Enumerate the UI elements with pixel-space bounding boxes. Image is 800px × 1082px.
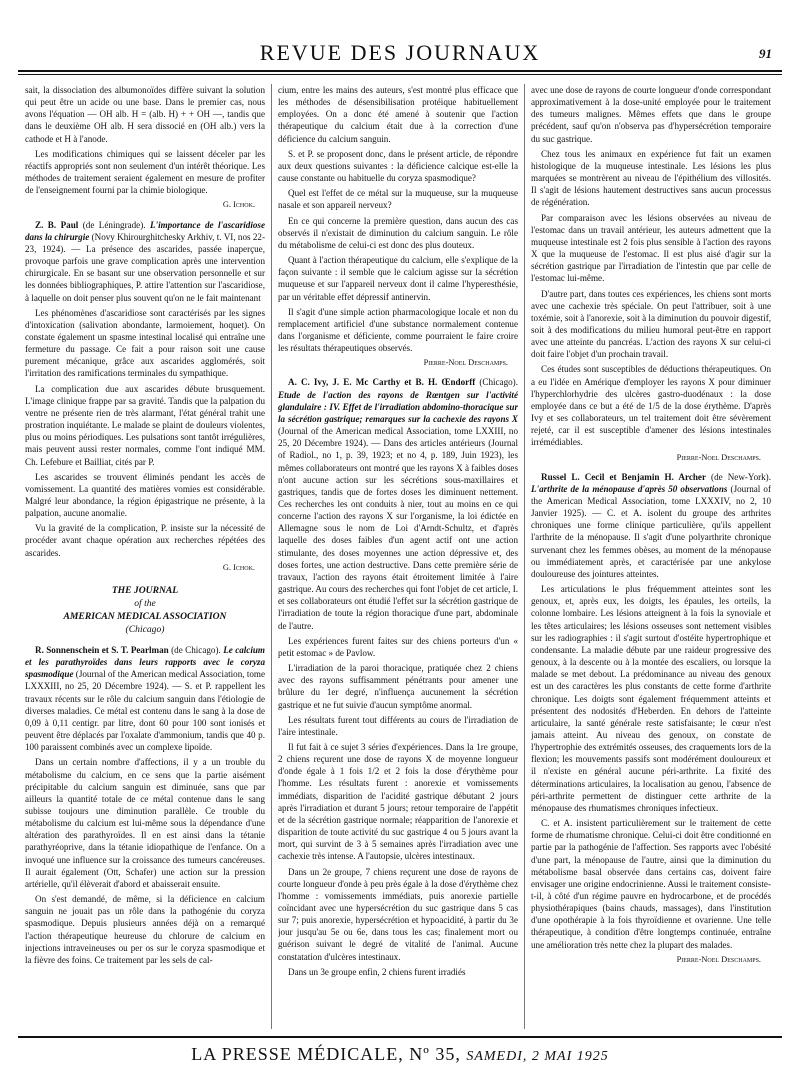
article-body: (Journal of the American Medical Association, tome LXXXIV, no 2, 10 Janvier 1925). — C. et A. isolent du groupe des arthrites chroniques une forme clinique particulière, qu'ils appellent l'arthrite de la ménopause. Il s'agit d'une polyarthrite chronique survenant chez les femmes obèses, au moment de la ménopause ou immédiatement après, et caractérisée par une ankylose douloureuse des jointures atteintes. [531, 483, 771, 579]
page-footer [18, 1036, 782, 1068]
column-divider [524, 84, 525, 1029]
article-author: R. Sonnenschein et S. T. Pearlman [35, 644, 169, 655]
paragraph: Les modifications chimiques qui se laissent déceler par les réactifs appropriés sont non seulement d'un intérêt théorique. Les méthodes de traitement seraient également en mesure de profiter de l'enseignement fourni par la chimie biologique. [25, 148, 265, 196]
footer-journal-name: LA PRESSE MÉDICALE, Nº 35, [191, 1044, 461, 1064]
journal-heading-line: AMERICAN MEDICAL ASSOCIATION [63, 610, 227, 622]
article-title: Le calcium et les parathyroïdes dans leurs rapports avec le coryza spasmodique [25, 644, 265, 680]
paragraph: Ces études sont susceptibles de déductions thérapeutiques. On a eu l'idée en Amérique d'employer les rayons X pour diminuer l'hyperchlorhydrie des ulcères gastro-duodénaux : la dose employée dans ce but a été de 1/5 de la dose érythème. D'après Ivy et ses collaborateurs, un tel traitement doit être sévèrement rejeté, car il est susceptible d'amener des lésions intestinales irrémédiables. [531, 364, 771, 448]
paragraph: Chez tous les animaux en expérience fut fait un examen histologique de la muqueuse intestinale. Les lésions les plus marquées se montrèrent au niveau de l'épithélium des villosités. Il s'agit de lésions hautement destructives sans aucun processus de régénération. [531, 148, 771, 208]
author-signature: Pierre-Noel Deschamps. [423, 358, 508, 368]
column-2 [278, 84, 518, 1029]
paragraph: La complication due aux ascarides débute brusquement. L'image clinique frappe par sa gravité. Tandis que la palpation du ventre ne présente rien de très alarmant, l'état général trahit une prostration inquiétante. Le malade se plaint de douleurs violentes, plus ou moins périodiques. Les pulsations sont tantôt irrégulières, mais peuvent aussi rester normales, comme l'ont indiqué MM. Ch. Lefebure et Bailliat, cités par P. [25, 383, 265, 467]
article-body: (Novy Khirourghitchesky Arkhiv, t. VI, nos 22-23, 1924). — La présence des ascarides, passée inaperçue, provoque parfois une grave complication après une intervention chirurgicale. En se basant sur une observation personnelle et sur les données bibliographiques, P. attire l'attention sur l'ascaridiose, à laquelle on doit penser plus souvent qu'on ne le fait maintenant [25, 231, 265, 303]
paragraph: Il s'agit d'une simple action pharmacologique locale et non du remplacement artificiel d'une substance normalement contenue dans l'organisme et déficiente, comme pourraient le faire croire les résultats thérapeutiques observés. [278, 306, 518, 354]
paragraph: avec une dose de rayons de courte longueur d'onde correspondant approximativement à la dose-unité employée pour le traitement des tumeurs malignes. Mêmes effets que dans le groupe précédent, sauf qu'on n'observa pas d'hypersécrétion temporaire du suc gastrique. [531, 85, 771, 144]
article-body: (Journal of the American medical Association, tome LXXXIII, no 25, 20 Décembre 1924). — S. et P. rappellent les travaux récents sur le rôle du calcium sanguin dans l'étiologie de diverses maladies. Ce métal est contenu dans le sang à la dose de 0,09 à 0,11 centigr. par litre, dont 60 pour 100 sont ionisés et peuvent être déplacés par l'oxalate d'ammonium, tandis que 40 p. 100 paraissent combinés avec un complexe lipoïde. [25, 669, 265, 753]
journal-heading-line: of the [134, 597, 156, 609]
article-title: Etude de l'action des rayons de Rœntgen sur l'activité glandulaire : IV. Effet de l'irradiation abdomino-thoracique sur la sécrétion gastrique; remarques sur la cachexie des rayons X [278, 389, 518, 424]
article-location: (Chicago). [475, 377, 518, 388]
page-header [18, 38, 782, 68]
paragraph: Il fut fait à ce sujet 3 séries d'expériences. Dans la 1re groupe, 2 chiens reçurent une dose de rayons X de moyenne longueur d'onde égale à 1 fois 1/2 et 2 fois la dose d'érythème pour l'homme. Les résultats furent : anorexie et vomissements immédiats, disparition de l'acidité gastrique débutant 2 jours après l'irradiation et durant 5 jours; retour temporaire de l'appétit et de la sécrétion gastrique normale; réapparition de l'anorexie et disparition de toute activité du suc gastrique 4 ou 5 jours avant la mort, qui survint de 3 à 5 semaines après l'irradiation avec une cachexie très intense. A l'autopsie, ulcères intestinaux. [278, 741, 518, 862]
author-signature: Pierre-Noel Deschamps. [676, 452, 761, 462]
page-number: 91 [759, 46, 772, 61]
article-location: (de Chicago). [168, 644, 224, 655]
journal-heading [25, 584, 265, 636]
paragraph: L'irradiation de la paroi thoracique, pratiquée chez 2 chiens avec des rayons suffisamment pénétrants pour amener une brûlure du 1er degré, n'influença aucunement la sécrétion gastrique et ne fut suivie d'aucun symptôme anormal. [278, 663, 518, 710]
journal-heading-line: THE JOURNAL [111, 584, 179, 596]
article-paul [25, 219, 265, 304]
paragraph: Les résultats furent tout différents au cours de l'irradiation de l'aire intestinale. [278, 714, 518, 737]
article-cecil [531, 471, 771, 580]
paragraph: Quel est l'effet de ce métal sur la muqueuse, sur la muqueuse nasale et son appareil nerveux? [278, 188, 518, 211]
paragraph: Par comparaison avec les lésions observées au niveau de l'estomac dans un travail antérieur, les auteurs admettent que la muqueuse intestinale est 2 fois plus sensible à l'action des rayons X que la muqueuse de l'estomac. Il est plus aisé d'agir sur la sécrétion gastrique par l'irradiation de l'intestin que par celle de l'estomac lui-même. [531, 212, 771, 284]
journal-heading-line: (Chicago) [125, 623, 165, 635]
paragraph: Les ascarides se trouvent éliminés pendant les accès de vomissement. La quantité des matières vomies est considérable. Malgré leur abondance, la région épigastrique ne présente, à la palpation, aucune anomalie. [25, 471, 265, 519]
paragraph: Vu la gravité de la complication, P. insiste sur la nécessité de procéder avant chaque opération aux recherches répétées des ascarides. [25, 523, 265, 558]
paragraph: Les phénomènes d'ascaridiose sont caractérisés par les signes d'intoxication (salivation abondante, larmoiement, hoquet). On constate également un spasme intestinal localisé qui entraîne une fermeture du passage. Ce fait a pour raison soit une cause purement mécanique, grâce aux ascarides agglomérés, soit l'irritation des ramifications terminales du sympathique. [25, 307, 265, 379]
section-title: REVUE DES JOURNAUX [259, 40, 541, 65]
paragraph: Les articulations le plus fréquemment atteintes sont les genoux, et, après eux, les doigts, les épaules, les orteils, la colonne lombaire. Les lésions atteignent à la fois la synoviale et les têtes articulaires; les lésions osseuses sont nettement visibles sur les radiographies : il s'agit surtout d'ostéite hypertrophique et condensante. La maladie débute par une raideur progressive des genoux, à la descente ou à la montée des escaliers, ou lorsque la malade se met debout. La prédominance au niveau des genoux est un des caractères les plus constants de cette forme d'arthrite chronique. Les doigts sont également fréquemment atteints et présentent des nodosités d'Heberden. En dehors de l'atteinte articulaire, la santé générale reste satisfaisante; le cœur n'est jamais atteint. Au niveau des genoux, on constate de l'hypertrophie des extrémités osseuses, des craquements lors de la flexion; les mouvements passifs sont modérément douloureux et il n'existe en général aucune péri-arthrite. La fixité des déterminations articulaires, la localisation au genou, l'absence de péri-arthrite permettent de distinguer cette arthrite de la ménopause des rhumatismes chroniques infectieux. [531, 584, 771, 813]
paragraph: D'autre part, dans toutes ces expériences, les chiens sont morts avec une cachexie très spéciale. On peut l'attribuer, soit à une toxémie, soit à l'anorexie, soit à la diminution du pouvoir digestif, soit à des modifications du milieu humoral peut-être en rapport avec une atteinte du pancréas. L'action des rayons X sur celui-ci doit faire l'objet d'un prochain travail. [531, 288, 771, 360]
author-signature: Pierre-Noel Deschamps. [676, 954, 761, 964]
header-rule-thin [18, 74, 782, 75]
article-author: Russel L. Cecil et Benjamin H. Archer [541, 471, 706, 482]
article-author: A. C. Ivy, J. E. Mc Carthy et B. H. Œndorff [288, 377, 476, 388]
paragraph: Dans un 3e groupe enfin, 2 chiens furent irradiés [288, 966, 466, 977]
article-location: (de New-York). [706, 471, 771, 482]
article-author: Z. B. Paul [35, 219, 79, 230]
paragraph: C. et A. insistent particulièrement sur le traitement de cette forme de rhumatisme chronique. Celui-ci doit être conditionné en partie par la pathogénie de l'affection. Ses rapports avec l'obésité d'une part, la ménopause de l'autre, ainsi que la diminution du métabolisme basal observée dans certains cas, doivent faire envisager une origine endocrinienne. Aussi le traitement consiste-t-il, à côté d'un régime pauvre en hydrocarbone, et de procédés physiothérapiques (bains chauds, massages), dans l'institution d'une opothérapie à la fois thyroïdienne et ovarienne. Une telle thérapeutique, à condition d'être longtemps continuée, entraîne une amélioration très nette chez la plupart des malades. [531, 818, 771, 950]
author-signature: G. Ichok. [222, 562, 255, 572]
column-1 [25, 84, 265, 1029]
paragraph: S. et P. se proposent donc, dans le présent article, de répondre aux deux questions suivantes : la déficience calcique est-elle la cause constante ou habituelle du coryza spasmodique? [278, 148, 518, 184]
paragraph: sait, la dissociation des albumonoïdes diffère suivant la solution qui peut être un acide ou une base. Dans le premier cas, nous avons l'équation — OH alb. H = (alb. H) + + OH —, tandis que dans le deuxième OH alb. H sera dissocié en (OH alb.) vers la cathode et H à l'anode. [25, 85, 265, 144]
column-3 [531, 84, 771, 1029]
author-signature: G. Ichok. [222, 200, 255, 210]
paragraph: Quant à l'action thérapeutique du calcium, elle s'explique de la façon suivante : il semble que le calcium agisse sur la sécrétion muqueuse et sur l'appareil nerveux dont il calme l'hyperesthésie, par un véritable effet dépressif antinervin. [278, 255, 518, 302]
column-divider [271, 84, 272, 1029]
footer-journal-line [18, 1044, 782, 1065]
article-sonnenschein [25, 644, 265, 753]
paragraph: Dans un 2e groupe, 7 chiens reçurent une dose de rayons de courte longueur d'onde à peu près égale à la dose d'érythème chez l'homme : vomissements immédiats, puis anorexie partielle coïncidant avec une hypersécrétion du suc gastrique dans 5 cas sur 7; puis anorexie, hypersécrétion et hypoacidité, à partir du 3e jour jusqu'au 5e ou 6e, dans tous les cas; finalement mort ou guérison suivant le degré de vitalité de l'animal. Aucune constatation d'ulcères intestinaux. [278, 866, 518, 962]
article-title: L'arthrite de la ménopause d'après 50 observations [531, 483, 728, 494]
article-ivy [278, 376, 518, 631]
paragraph: cium, entre les mains des auteurs, s'est montré plus efficace que les méthodes de désensibilisation protéique habituellement employées. On a donc été amené à soutenir que l'action thérapeutique du calcium était due à la correction d'une déficience du calcium sanguin. [278, 85, 518, 144]
header-rule [18, 70, 782, 72]
paragraph: En ce qui concerne la première question, dans aucun des cas observés il n'existait de diminution du calcium sanguin. Le rôle du métabolisme de celui-ci est donc des plus douteux. [278, 215, 518, 250]
paragraph: On s'est demandé, de même, si la déficience en calcium sanguin ne jouait pas un rôle dans la pathogénie du coryza spasmodique. Depuis plusieurs années déjà on a remarqué l'action thérapeutique heureuse du chlorure de calcium en injections intraveineuses ou per os sur le coryza spasmodique et la fièvre des foins. Ce traitement par les sels de cal- [25, 894, 265, 965]
article-body: (Journal of the American medical Association, tome LXXIII, no 25, 20 Décembre 1924). — Dans des articles antérieurs (Journal of Radiol., no 1, p. 39, 1923; et no 4, p. 189, Juin 1923), les mêmes collaborateurs ont montré que les rayons X à faibles doses n'ont aucune action sur les sécrétions sous-maxillaires et gastriques, tandis que de fortes doses les diminuent nettement. Ces recherches les ont conduits à nier, tout au moins en ce qui concerne l'action des rayons X sur l'organisme, la loi édictée en Allemagne sous le nom de Loi d'Arndt-Schultz, et d'après laquelle des doses faibles d'un agent actif ont une action stimulante, des doses moyennes une action dépressive et, des doses fortes, une action destructive. Dans cette première série de travaux, l'action des rayons était étroitement limitée à l'aire gastrique. Au cours des recherches qui font l'objet de cet article, I. et ses collaborateurs ont étudié l'effet sur la sécrétion gastrique de l'irradiation de toute la région thoracique d'une part, abdominale de l'autre. [278, 426, 518, 631]
paragraph: Les expériences furent faites sur des chiens porteurs d'un « petit estomac » de Pavlow. [278, 635, 518, 658]
article-location: (de Léningrade). [78, 219, 150, 230]
article-title: L'importance de l'ascaridiose dans la chirurgie [25, 219, 265, 242]
footer-date: SAMEDI, 2 MAI 1925 [466, 1049, 609, 1064]
paragraph: Dans un certain nombre d'affections, il y a un trouble du métabolisme du calcium, en ce sens que la partie aisément précipitable du calcium sanguin est diminuée, sans que par ailleurs la quantité totale de ce métal contenue dans le sang subisse toujours une diminution parallèle. Ce trouble du métabolisme du calcium est lui-même sous la dépendance d'une altération des parathyroïdes. Il en est ainsi dans la tétanie parathyréoprive, dans la tétanie idiopathique de l'enfance. On a invoqué une influence sur la croissance des tumeurs cancéreuses. Il aurait également (Ott, Schafer) une action sur la pression artérielle, qu'il élèverait d'abord et abaisserait ensuite. [25, 757, 265, 889]
